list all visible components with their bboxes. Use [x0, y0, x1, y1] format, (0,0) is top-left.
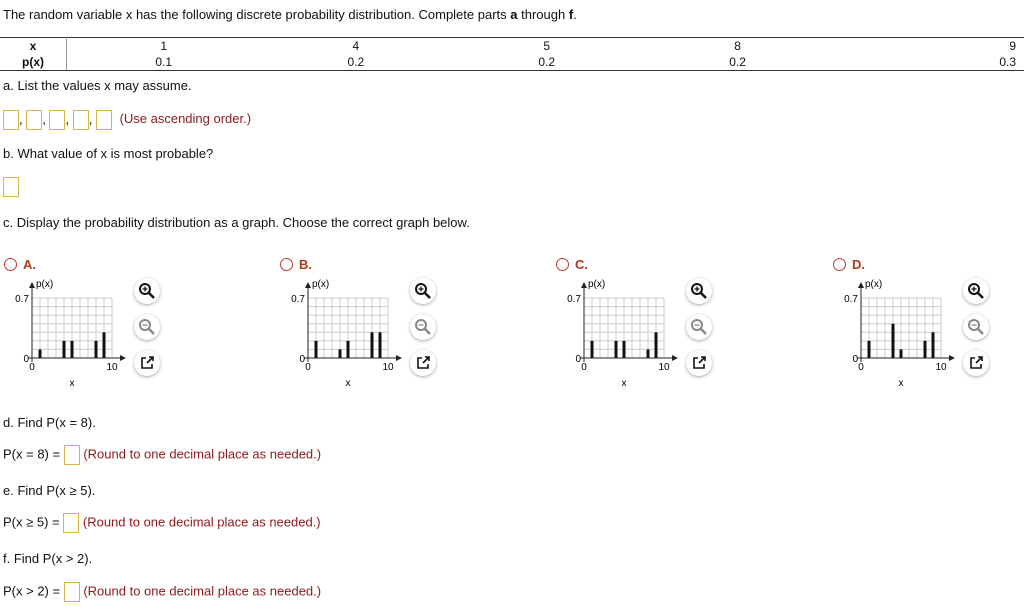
y-axis-label: p(x) — [588, 279, 606, 290]
bar — [63, 341, 66, 358]
x-cell: 4 — [260, 38, 451, 55]
x-axis-arrow — [396, 355, 402, 361]
part-a-hint: (Use ascending order.) — [119, 111, 252, 127]
x-cell: 1 — [67, 38, 261, 55]
y-tick-label: 0 — [852, 354, 858, 365]
p-cell: 0.1 — [67, 54, 261, 71]
x-cell: 9 — [833, 38, 1024, 55]
answer-input[interactable] — [96, 110, 112, 130]
x-header: x — [0, 38, 67, 55]
y-axis-arrow — [29, 282, 35, 288]
option-label: C. — [575, 257, 588, 273]
zoom-in-icon — [967, 282, 985, 300]
zoom-out-icon — [690, 318, 708, 336]
part-d-hint: (Round to one decimal place as needed.) — [83, 446, 322, 462]
p-cell: 0.2 — [642, 54, 833, 71]
p-header: p(x) — [0, 54, 67, 71]
x-axis-label: x — [345, 378, 351, 389]
graph-option-b[interactable] — [280, 256, 312, 272]
bar-chart — [552, 276, 702, 406]
x-tick-label: 0 — [858, 362, 864, 373]
zoom-out-button[interactable] — [134, 314, 160, 340]
bar — [615, 341, 618, 358]
x-axis-arrow — [120, 355, 126, 361]
bar — [647, 349, 650, 358]
bar — [39, 349, 42, 358]
answer-input[interactable] — [3, 177, 19, 197]
p-cell: 0.3 — [833, 54, 1024, 71]
part-e-prompt: P(x ≥ 5) = — [3, 514, 60, 530]
part-f-prompt: P(x > 2) = — [3, 583, 61, 599]
q-pre: The random variable x has the following discrete probability distribution. Complete parts — [3, 7, 511, 22]
y-axis-label: p(x) — [865, 279, 883, 290]
y-axis-arrow — [581, 282, 587, 288]
answer-input[interactable] — [26, 110, 42, 130]
zoom-in-button[interactable] — [686, 278, 712, 304]
part-e-label: e. Find P(x ≥ 5). — [3, 483, 96, 498]
q-f: f — [568, 7, 574, 22]
x-axis-arrow — [949, 355, 955, 361]
part-f-label: f. Find P(x > 2). — [3, 551, 93, 566]
zoom-out-icon — [138, 318, 156, 336]
bar-chart — [0, 276, 150, 406]
bar — [591, 341, 594, 358]
y-tick-label: 0 — [299, 354, 305, 365]
x-tick-label: 10 — [935, 362, 947, 373]
p-cell: 0.2 — [451, 54, 642, 71]
bar — [71, 341, 74, 358]
zoom-out-icon — [414, 318, 432, 336]
x-tick-label: 10 — [106, 362, 118, 373]
popout-button[interactable] — [134, 350, 160, 376]
bar — [103, 332, 106, 358]
graph-option-d[interactable] — [833, 256, 865, 272]
x-axis-arrow — [672, 355, 678, 361]
option-label: D. — [852, 257, 865, 273]
radio-button[interactable] — [556, 258, 569, 271]
bar — [900, 349, 903, 358]
q-a: a — [510, 7, 518, 22]
y-tick-label: 0.7 — [15, 294, 29, 305]
y-axis-arrow — [305, 282, 311, 288]
x-tick-label: 10 — [382, 362, 394, 373]
part-f-hint: (Round to one decimal place as needed.) — [83, 583, 322, 599]
x-axis-label: x — [621, 378, 627, 389]
part-a-inputs: , , , , (Use ascending order.) — [3, 110, 251, 130]
x-axis-label: x — [898, 378, 904, 389]
y-axis-label: p(x) — [36, 279, 54, 290]
part-e-hint: (Round to one decimal place as needed.) — [82, 514, 321, 530]
q-mid: through — [517, 7, 569, 22]
zoom-out-button[interactable] — [963, 314, 989, 340]
bar — [655, 332, 658, 358]
zoom-in-icon — [138, 282, 156, 300]
bar — [347, 341, 350, 358]
answer-input[interactable] — [64, 582, 80, 602]
answer-input[interactable] — [64, 445, 80, 465]
bar-chart — [829, 276, 979, 406]
zoom-in-button[interactable] — [134, 278, 160, 304]
part-c-label: c. Display the probability distribution as a graph. Choose the correct graph below. — [3, 215, 470, 230]
bar — [623, 341, 626, 358]
bar — [95, 341, 98, 358]
graph-option-c[interactable] — [556, 256, 588, 272]
y-axis-arrow — [858, 282, 864, 288]
popout-icon — [968, 355, 984, 371]
zoom-in-icon — [414, 282, 432, 300]
question-text — [3, 7, 577, 22]
graph-option-a[interactable] — [4, 256, 36, 272]
y-tick-label: 0.7 — [291, 294, 305, 305]
popout-icon — [415, 355, 431, 371]
bar — [339, 349, 342, 358]
part-b-label: b. What value of x is most probable? — [3, 146, 214, 161]
table-row-x — [0, 38, 1024, 55]
answer-input[interactable] — [73, 110, 89, 130]
popout-icon — [139, 355, 155, 371]
bar — [315, 341, 318, 358]
x-tick-label: 10 — [658, 362, 670, 373]
answer-input[interactable] — [3, 110, 19, 130]
zoom-in-button[interactable] — [410, 278, 436, 304]
part-d-label: d. Find P(x = 8). — [3, 415, 96, 430]
bar — [371, 332, 374, 358]
popout-button[interactable] — [963, 350, 989, 376]
y-tick-label: 0.7 — [567, 294, 581, 305]
bar — [932, 332, 935, 358]
x-tick-label: 0 — [305, 362, 311, 373]
popout-icon — [691, 355, 707, 371]
popout-button[interactable] — [686, 350, 712, 376]
x-cell: 5 — [451, 38, 642, 55]
option-label: A. — [23, 257, 36, 273]
zoom-out-button[interactable] — [410, 314, 436, 340]
radio-button[interactable] — [4, 258, 17, 271]
y-tick-label: 0 — [23, 354, 29, 365]
bar — [892, 324, 895, 358]
answer-input[interactable] — [63, 513, 79, 533]
bar — [868, 341, 871, 358]
bar — [379, 332, 382, 358]
popout-button[interactable] — [410, 350, 436, 376]
bar-chart — [276, 276, 426, 406]
radio-button[interactable] — [833, 258, 846, 271]
answer-input[interactable] — [49, 110, 65, 130]
option-label: B. — [299, 257, 312, 273]
p-cell: 0.2 — [260, 54, 451, 71]
bar — [924, 341, 927, 358]
x-tick-label: 0 — [581, 362, 587, 373]
radio-button[interactable] — [280, 258, 293, 271]
table-row-p — [0, 54, 1024, 71]
x-cell: 8 — [642, 38, 833, 55]
zoom-out-icon — [967, 318, 985, 336]
zoom-out-button[interactable] — [686, 314, 712, 340]
x-tick-label: 0 — [29, 362, 35, 373]
y-tick-label: 0.7 — [844, 294, 858, 305]
y-tick-label: 0 — [575, 354, 581, 365]
y-axis-label: p(x) — [312, 279, 330, 290]
zoom-in-button[interactable] — [963, 278, 989, 304]
distribution-table — [0, 37, 1024, 71]
x-axis-label: x — [69, 378, 75, 389]
part-a-label: a. List the values x may assume. — [3, 78, 192, 93]
zoom-in-icon — [690, 282, 708, 300]
part-d-prompt: P(x = 8) = — [3, 446, 61, 462]
q-end: . — [573, 7, 577, 22]
